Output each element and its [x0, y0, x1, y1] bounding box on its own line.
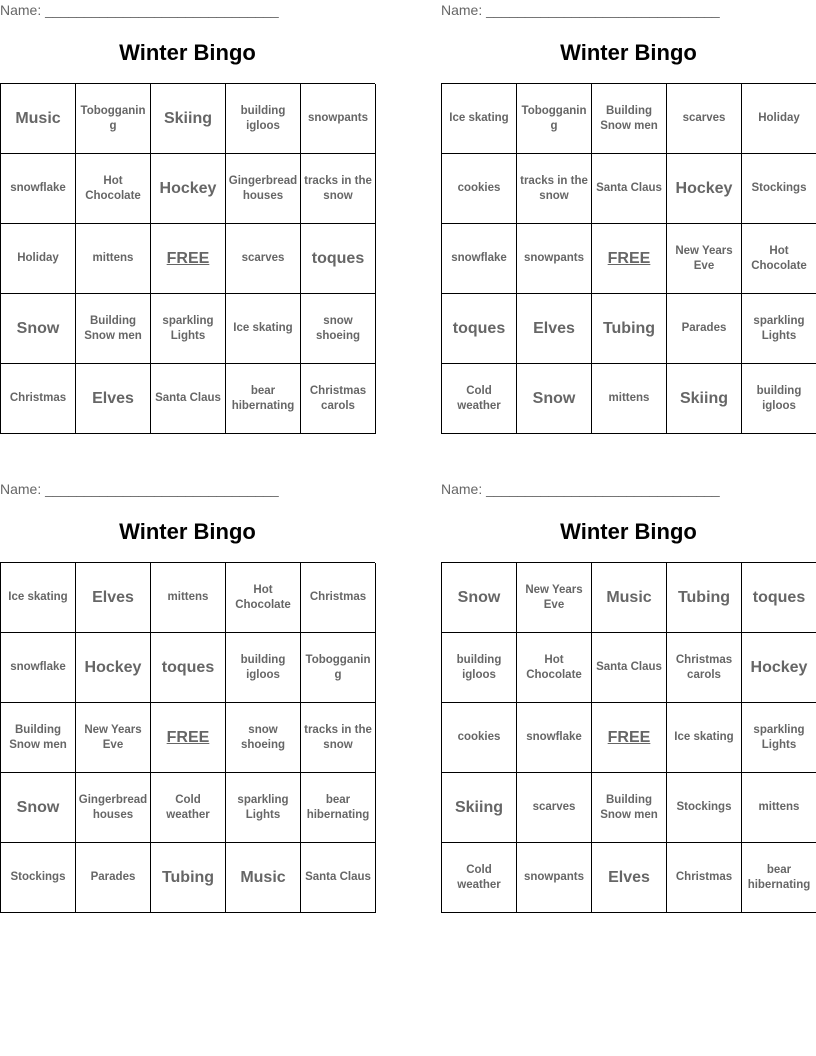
bingo-cell[interactable]: snow shoeing — [226, 703, 301, 773]
bingo-cell[interactable]: building igloos — [226, 84, 301, 154]
bingo-cell[interactable]: Ice skating — [667, 703, 742, 773]
bingo-cell[interactable]: toques — [301, 224, 376, 294]
bingo-cell[interactable]: Christmas carols — [667, 633, 742, 703]
free-space-cell[interactable]: FREE — [592, 703, 667, 773]
bingo-cell[interactable]: Ice skating — [226, 294, 301, 364]
bingo-cell[interactable]: mittens — [592, 364, 667, 434]
bingo-cell[interactable]: Holiday — [1, 224, 76, 294]
name-field[interactable]: Name: ______________________________ — [441, 2, 720, 18]
bingo-cell[interactable]: Stockings — [1, 843, 76, 913]
bingo-cell[interactable]: Snow — [517, 364, 592, 434]
bingo-cell[interactable]: cookies — [442, 703, 517, 773]
bingo-cell[interactable]: Tobogganing — [301, 633, 376, 703]
bingo-cell[interactable]: scarves — [226, 224, 301, 294]
name-field[interactable]: Name: ______________________________ — [0, 481, 279, 497]
card-title: Winter Bingo — [560, 519, 697, 544]
bingo-cell[interactable]: Christmas — [301, 563, 376, 633]
bingo-cell[interactable]: Hockey — [667, 154, 742, 224]
bingo-cell[interactable]: snow shoeing — [301, 294, 376, 364]
bingo-cell[interactable]: snowpants — [517, 224, 592, 294]
bingo-cell[interactable]: Hockey — [742, 633, 816, 703]
bingo-cell[interactable]: toques — [442, 294, 517, 364]
bingo-cell[interactable]: cookies — [442, 154, 517, 224]
bingo-cell[interactable]: Christmas — [1, 364, 76, 434]
name-field[interactable]: Name: ______________________________ — [0, 2, 279, 18]
bingo-cell[interactable]: sparkling Lights — [151, 294, 226, 364]
bingo-cell[interactable]: Skiing — [667, 364, 742, 434]
bingo-cell[interactable]: building igloos — [226, 633, 301, 703]
bingo-cell[interactable]: Tobogganing — [76, 84, 151, 154]
bingo-cell[interactable]: Skiing — [442, 773, 517, 843]
bingo-cell[interactable]: Christmas carols — [301, 364, 376, 434]
bingo-cell[interactable]: Hockey — [76, 633, 151, 703]
bingo-cell[interactable]: Snow — [1, 294, 76, 364]
bingo-cell[interactable]: scarves — [667, 84, 742, 154]
bingo-cell[interactable]: snowflake — [1, 633, 76, 703]
bingo-cell[interactable]: tracks in the snow — [301, 154, 376, 224]
bingo-cell[interactable]: Stockings — [667, 773, 742, 843]
bingo-cell[interactable]: Hot Chocolate — [517, 633, 592, 703]
card-title: Winter Bingo — [560, 40, 697, 65]
bingo-cell[interactable]: Building Snow men — [592, 773, 667, 843]
bingo-cell[interactable]: Cold weather — [442, 843, 517, 913]
bingo-cell[interactable]: tracks in the snow — [301, 703, 376, 773]
bingo-cell[interactable]: Snow — [1, 773, 76, 843]
bingo-cell[interactable]: Elves — [517, 294, 592, 364]
bingo-cell[interactable]: snowflake — [442, 224, 517, 294]
bingo-cell[interactable]: Skiing — [151, 84, 226, 154]
bingo-cell[interactable]: bear hibernating — [742, 843, 816, 913]
card-title: Winter Bingo — [119, 40, 256, 65]
bingo-cell[interactable]: Music — [592, 563, 667, 633]
bingo-cell[interactable]: Cold weather — [442, 364, 517, 434]
free-space-cell[interactable]: FREE — [151, 224, 226, 294]
bingo-cell[interactable]: Santa Claus — [301, 843, 376, 913]
bingo-cell[interactable]: toques — [742, 563, 816, 633]
bingo-cell[interactable]: Tobogganing — [517, 84, 592, 154]
bingo-cell[interactable]: Parades — [667, 294, 742, 364]
bingo-cell[interactable]: Music — [1, 84, 76, 154]
free-space-cell[interactable]: FREE — [151, 703, 226, 773]
bingo-cell[interactable]: mittens — [151, 563, 226, 633]
bingo-cell[interactable]: New Years Eve — [667, 224, 742, 294]
bingo-cell[interactable]: building igloos — [442, 633, 517, 703]
bingo-cell[interactable]: scarves — [517, 773, 592, 843]
bingo-cell[interactable]: sparkling Lights — [742, 294, 816, 364]
bingo-cell[interactable]: Music — [226, 843, 301, 913]
bingo-cell[interactable]: Tubing — [592, 294, 667, 364]
bingo-cell[interactable]: snowflake — [517, 703, 592, 773]
bingo-grid — [441, 562, 816, 913]
bingo-cell[interactable]: Tubing — [151, 843, 226, 913]
bingo-cell[interactable]: Hockey — [151, 154, 226, 224]
bingo-cell[interactable]: snowpants — [301, 84, 376, 154]
bingo-cell[interactable]: Snow — [442, 563, 517, 633]
bingo-cell[interactable]: toques — [151, 633, 226, 703]
bingo-cell[interactable]: building igloos — [742, 364, 816, 434]
bingo-cell[interactable]: Christmas — [667, 843, 742, 913]
bingo-cell[interactable]: Cold weather — [151, 773, 226, 843]
bingo-cell[interactable]: Hot Chocolate — [226, 563, 301, 633]
bingo-cell[interactable]: Elves — [76, 563, 151, 633]
bingo-cell[interactable]: Santa Claus — [151, 364, 226, 434]
free-space-cell[interactable]: FREE — [592, 224, 667, 294]
card-title: Winter Bingo — [119, 519, 256, 544]
bingo-cell[interactable]: Building Snow men — [76, 294, 151, 364]
bingo-cell[interactable]: tracks in the snow — [517, 154, 592, 224]
bingo-cell[interactable]: sparkling Lights — [226, 773, 301, 843]
bingo-cell[interactable]: Ice skating — [442, 84, 517, 154]
bingo-cell[interactable]: snowpants — [517, 843, 592, 913]
bingo-cell[interactable]: Tubing — [667, 563, 742, 633]
bingo-cell[interactable]: Elves — [592, 843, 667, 913]
bingo-grid — [441, 83, 816, 434]
bingo-cell[interactable]: Hot Chocolate — [742, 224, 816, 294]
bingo-cell[interactable]: sparkling Lights — [742, 703, 816, 773]
bingo-cell[interactable]: Gingerbread houses — [226, 154, 301, 224]
bingo-cell[interactable]: Gingerbread houses — [76, 773, 151, 843]
bingo-cell[interactable]: Building Snow men — [592, 84, 667, 154]
bingo-cell[interactable]: Parades — [76, 843, 151, 913]
bingo-cell[interactable]: New Years Eve — [517, 563, 592, 633]
bingo-cell[interactable]: snowflake — [1, 154, 76, 224]
bingo-cell[interactable]: mittens — [76, 224, 151, 294]
bingo-cell[interactable]: Building Snow men — [1, 703, 76, 773]
bingo-cell[interactable]: New Years Eve — [76, 703, 151, 773]
bingo-cell[interactable]: mittens — [742, 773, 816, 843]
bingo-cell[interactable]: Santa Claus — [592, 154, 667, 224]
bingo-cell[interactable]: bear hibernating — [226, 364, 301, 434]
name-field[interactable]: Name: ______________________________ — [441, 481, 720, 497]
bingo-cell[interactable]: Santa Claus — [592, 633, 667, 703]
bingo-cell[interactable]: Ice skating — [1, 563, 76, 633]
bingo-grid — [0, 83, 375, 434]
bingo-cell[interactable]: Holiday — [742, 84, 816, 154]
bingo-cell[interactable]: Stockings — [742, 154, 816, 224]
bingo-cell[interactable]: Elves — [76, 364, 151, 434]
bingo-cell[interactable]: Hot Chocolate — [76, 154, 151, 224]
bingo-grid — [0, 562, 375, 913]
bingo-cell[interactable]: bear hibernating — [301, 773, 376, 843]
